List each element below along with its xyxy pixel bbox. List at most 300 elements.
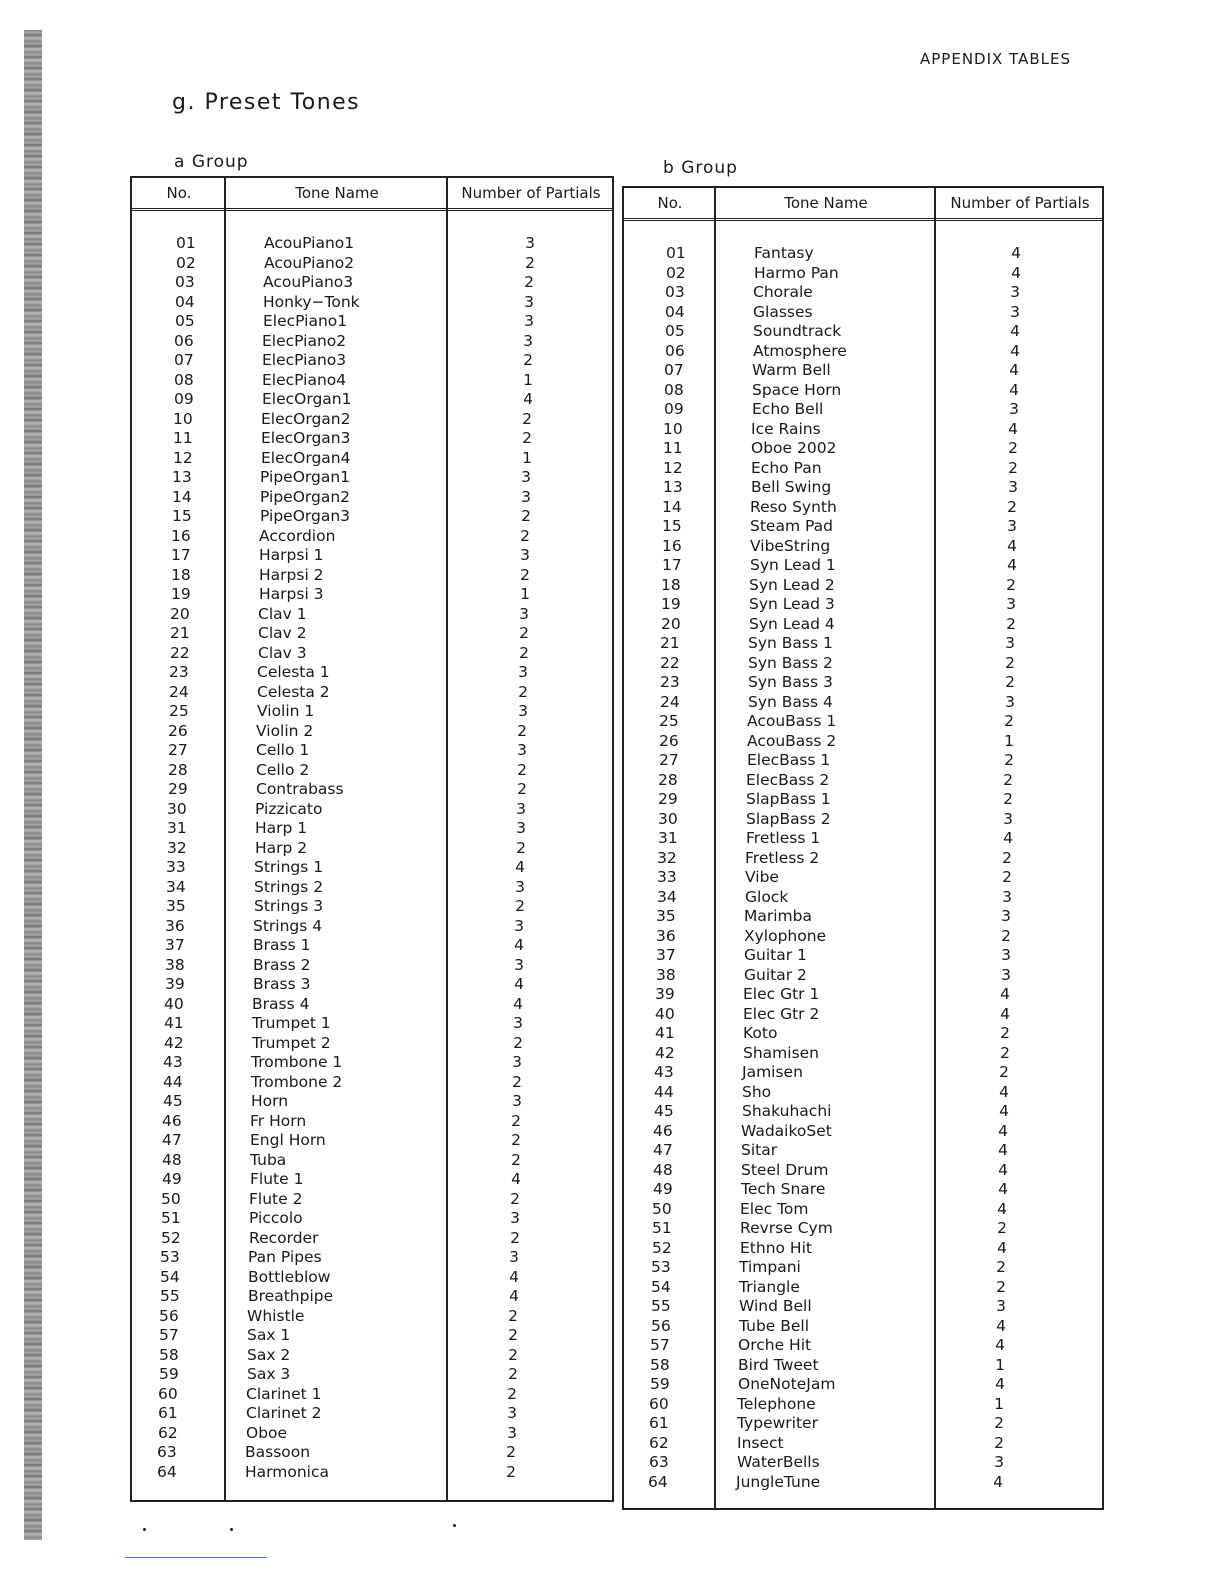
partials-count: 4 bbox=[1010, 322, 1020, 340]
tone-name: Wind Bell bbox=[739, 1297, 812, 1315]
partials-count: 3 bbox=[1010, 302, 1020, 321]
tone-number: 61 bbox=[158, 1404, 178, 1422]
partials-count: 3 bbox=[524, 312, 534, 330]
table-row bbox=[132, 546, 612, 566]
tone-name: Guitar 1 bbox=[744, 946, 807, 964]
tone-name: Clarinet 1 bbox=[246, 1384, 322, 1403]
tone-number: 45 bbox=[163, 1092, 183, 1110]
partials-count: 4 bbox=[511, 1170, 521, 1188]
tone-number: 04 bbox=[665, 302, 685, 321]
partials-count: 3 bbox=[514, 955, 524, 974]
tone-number: 39 bbox=[655, 985, 675, 1003]
tone-number: 13 bbox=[663, 478, 683, 496]
partials-count: 3 bbox=[512, 1092, 522, 1110]
table-row bbox=[132, 1209, 612, 1229]
table-row bbox=[624, 888, 1102, 908]
tone-number: 49 bbox=[653, 1180, 673, 1198]
tone-number: 46 bbox=[162, 1111, 182, 1130]
partials-count: 4 bbox=[515, 858, 525, 876]
tone-name: AcouPiano1 bbox=[264, 234, 355, 252]
table-row bbox=[132, 312, 612, 332]
table-row bbox=[624, 1122, 1102, 1142]
group-b-rows bbox=[624, 244, 1102, 1492]
tone-name: Pizzicato bbox=[255, 799, 323, 818]
partials-count: 4 bbox=[997, 1238, 1007, 1257]
table-row bbox=[132, 819, 612, 839]
table-row bbox=[624, 673, 1102, 693]
tone-name: AcouBass 1 bbox=[747, 712, 837, 730]
partials-count: 3 bbox=[1009, 400, 1019, 418]
partials-count: 2 bbox=[512, 1072, 522, 1091]
tone-number: 17 bbox=[662, 556, 682, 574]
partials-count: 1 bbox=[994, 1394, 1004, 1413]
table-row bbox=[624, 868, 1102, 888]
tone-number: 40 bbox=[164, 994, 184, 1013]
partials-count: 4 bbox=[523, 390, 533, 408]
partials-count: 4 bbox=[996, 1316, 1006, 1335]
table-row bbox=[132, 507, 612, 527]
tone-name: Xylophone bbox=[744, 926, 827, 945]
table-row bbox=[624, 907, 1102, 927]
tone-number: 38 bbox=[165, 955, 185, 974]
page-title: g. Preset Tones bbox=[172, 90, 361, 115]
tone-number: 52 bbox=[652, 1238, 672, 1257]
tone-number: 12 bbox=[173, 448, 193, 467]
partials-count: 4 bbox=[997, 1199, 1007, 1218]
table-row bbox=[624, 1083, 1102, 1103]
tone-number: 01 bbox=[666, 244, 686, 262]
tone-number: 62 bbox=[158, 1423, 178, 1442]
tone-number: 33 bbox=[657, 868, 677, 886]
table-row bbox=[624, 946, 1102, 966]
tone-number: 22 bbox=[660, 653, 680, 672]
table-row bbox=[624, 342, 1102, 362]
partials-count: 4 bbox=[509, 1267, 519, 1286]
tone-name: Syn Lead 1 bbox=[750, 556, 836, 574]
table-row bbox=[132, 1404, 612, 1424]
table-row bbox=[132, 975, 612, 995]
partials-count: 3 bbox=[516, 799, 526, 818]
tone-number: 24 bbox=[660, 692, 680, 711]
table-row bbox=[624, 693, 1102, 713]
tone-number: 63 bbox=[649, 1453, 669, 1471]
tone-name: VibeString bbox=[750, 536, 831, 555]
tone-number: 30 bbox=[167, 799, 187, 818]
table-row bbox=[132, 1073, 612, 1093]
partials-count: 2 bbox=[1004, 712, 1014, 730]
tone-number: 18 bbox=[171, 565, 191, 584]
table-row bbox=[624, 1141, 1102, 1161]
tone-name: Harpsi 3 bbox=[259, 585, 324, 603]
tone-number: 34 bbox=[657, 887, 677, 906]
partials-count: 2 bbox=[517, 760, 527, 779]
partials-count: 2 bbox=[516, 838, 526, 857]
tone-number: 48 bbox=[653, 1160, 673, 1179]
partials-count: 2 bbox=[525, 253, 535, 272]
tone-number: 25 bbox=[169, 702, 189, 720]
tone-name: Fantasy bbox=[754, 244, 814, 262]
table-row bbox=[624, 595, 1102, 615]
running-title: APPENDIX TABLES bbox=[920, 50, 1071, 68]
table-row bbox=[132, 449, 612, 469]
partials-count: 4 bbox=[998, 1121, 1008, 1140]
tone-name: ElecPiano4 bbox=[262, 370, 347, 389]
tone-number: 52 bbox=[161, 1228, 181, 1247]
tone-number: 01 bbox=[176, 234, 196, 252]
partials-count: 2 bbox=[508, 1365, 518, 1383]
partials-count: 3 bbox=[507, 1404, 517, 1422]
tone-number: 15 bbox=[172, 507, 192, 525]
partials-count: 2 bbox=[506, 1443, 516, 1461]
partials-count: 4 bbox=[998, 1141, 1008, 1159]
table-row bbox=[132, 1092, 612, 1112]
tone-name: JungleTune bbox=[736, 1472, 821, 1491]
tone-number: 23 bbox=[169, 663, 189, 681]
tone-name: Trombone 1 bbox=[251, 1053, 343, 1071]
partials-count: 3 bbox=[516, 819, 526, 837]
partials-count: 3 bbox=[520, 546, 530, 564]
table-row bbox=[624, 1414, 1102, 1434]
tone-number: 03 bbox=[175, 273, 195, 291]
table-row bbox=[624, 1395, 1102, 1415]
tone-name: Syn Bass 3 bbox=[748, 673, 833, 691]
table-row bbox=[132, 234, 612, 254]
table-row bbox=[132, 351, 612, 371]
tone-number: 16 bbox=[171, 526, 191, 545]
table-row bbox=[624, 1219, 1102, 1239]
partials-count: 3 bbox=[996, 1297, 1006, 1315]
tone-name: Bell Swing bbox=[751, 478, 832, 496]
partials-count: 2 bbox=[517, 721, 527, 740]
tone-name: Sax 3 bbox=[247, 1365, 291, 1383]
tone-name: Flute 2 bbox=[249, 1189, 303, 1208]
col-header-no: No. bbox=[657, 194, 683, 212]
tone-number: 16 bbox=[662, 536, 682, 555]
tone-name: Breathpipe bbox=[248, 1287, 334, 1305]
tone-name: Vibe bbox=[745, 868, 779, 886]
partials-count: 4 bbox=[995, 1336, 1005, 1354]
tone-number: 14 bbox=[172, 487, 192, 506]
tone-number: 41 bbox=[164, 1014, 184, 1032]
tone-name: Shakuhachi bbox=[742, 1102, 832, 1120]
tone-number: 41 bbox=[655, 1024, 675, 1042]
tone-number: 40 bbox=[655, 1004, 675, 1023]
partials-count: 3 bbox=[1008, 478, 1018, 496]
tone-name: Strings 3 bbox=[254, 897, 324, 915]
table-row bbox=[624, 556, 1102, 576]
partials-count: 2 bbox=[1000, 1043, 1010, 1062]
partials-count: 2 bbox=[1003, 770, 1013, 789]
table-row bbox=[132, 371, 612, 391]
tone-number: 26 bbox=[168, 721, 188, 740]
partials-count: 2 bbox=[522, 409, 532, 428]
table-row bbox=[624, 829, 1102, 849]
tone-name: Whistle bbox=[247, 1306, 305, 1325]
tone-number: 64 bbox=[648, 1472, 668, 1491]
table-row bbox=[132, 936, 612, 956]
tone-number: 08 bbox=[664, 380, 684, 399]
tone-number: 42 bbox=[164, 1033, 184, 1052]
tone-name: Tuba bbox=[250, 1150, 287, 1169]
table-row bbox=[132, 800, 612, 820]
tone-number: 32 bbox=[657, 848, 677, 867]
partials-count: 2 bbox=[517, 780, 527, 798]
table-row bbox=[132, 878, 612, 898]
partials-count: 4 bbox=[995, 1375, 1005, 1393]
tone-name: Elec Tom bbox=[740, 1199, 809, 1218]
tone-name: Koto bbox=[743, 1024, 778, 1042]
partials-count: 4 bbox=[1011, 244, 1021, 262]
tone-name: Flute 1 bbox=[250, 1170, 304, 1188]
tone-number: 55 bbox=[160, 1287, 180, 1305]
table-row bbox=[624, 1180, 1102, 1200]
tone-number: 12 bbox=[663, 458, 683, 477]
tone-number: 21 bbox=[170, 624, 190, 642]
table-row bbox=[624, 751, 1102, 771]
tone-number: 37 bbox=[656, 946, 676, 964]
tone-name: Clarinet 2 bbox=[246, 1404, 322, 1422]
col-header-partials: Number of Partials bbox=[950, 194, 1090, 212]
partials-count: 2 bbox=[511, 1111, 521, 1130]
partials-count: 3 bbox=[518, 663, 528, 681]
partials-count: 2 bbox=[521, 507, 531, 525]
partials-count: 4 bbox=[1011, 263, 1021, 282]
tone-number: 23 bbox=[660, 673, 680, 691]
tone-name: Echo Bell bbox=[752, 400, 824, 418]
tone-number: 51 bbox=[652, 1219, 672, 1237]
tone-name: Clav 3 bbox=[258, 643, 307, 662]
table-row bbox=[624, 1044, 1102, 1064]
tone-number: 59 bbox=[650, 1375, 670, 1393]
group-b-label: b Group bbox=[663, 158, 738, 178]
partials-count: 2 bbox=[996, 1277, 1006, 1296]
group-a-rows bbox=[132, 234, 612, 1482]
tone-name: Cello 2 bbox=[256, 760, 310, 779]
tone-number: 51 bbox=[161, 1209, 181, 1227]
table-row bbox=[624, 420, 1102, 440]
partials-count: 3 bbox=[1001, 965, 1011, 984]
tone-number: 11 bbox=[173, 429, 193, 447]
tone-number: 47 bbox=[653, 1141, 673, 1159]
partials-count: 2 bbox=[510, 1228, 520, 1247]
tone-name: Guitar 2 bbox=[744, 965, 807, 984]
tone-name: Ice Rains bbox=[751, 419, 821, 438]
tone-number: 61 bbox=[649, 1414, 669, 1432]
partials-count: 4 bbox=[1010, 341, 1020, 360]
tone-name: Sho bbox=[742, 1082, 772, 1101]
table-row bbox=[624, 1278, 1102, 1298]
table-row bbox=[132, 624, 612, 644]
tone-name: Oboe bbox=[246, 1423, 288, 1442]
table-row bbox=[132, 332, 612, 352]
table-row bbox=[132, 1170, 612, 1190]
table-row bbox=[624, 322, 1102, 342]
table-row bbox=[624, 1317, 1102, 1337]
tone-number: 14 bbox=[662, 497, 682, 516]
tone-name: Brass 2 bbox=[253, 955, 311, 974]
table-row bbox=[624, 771, 1102, 791]
table-row bbox=[624, 849, 1102, 869]
partials-count: 1 bbox=[520, 585, 530, 603]
tone-number: 10 bbox=[663, 419, 683, 438]
partials-count: 3 bbox=[512, 1053, 522, 1071]
partials-count: 2 bbox=[507, 1384, 517, 1403]
tone-name: ElecOrgan2 bbox=[261, 409, 351, 428]
partials-count: 3 bbox=[509, 1248, 519, 1266]
table-row bbox=[624, 361, 1102, 381]
tone-number: 46 bbox=[653, 1121, 673, 1140]
tone-number: 02 bbox=[666, 263, 686, 282]
tone-name: Harpsi 1 bbox=[259, 546, 324, 564]
tone-number: 54 bbox=[651, 1277, 671, 1296]
tone-name: SlapBass 1 bbox=[746, 790, 831, 808]
tone-name: Pan Pipes bbox=[248, 1248, 322, 1266]
tone-name: Harp 1 bbox=[255, 819, 308, 837]
partials-count: 2 bbox=[1002, 868, 1012, 886]
tone-number: 04 bbox=[175, 292, 195, 311]
tone-name: Harp 2 bbox=[255, 838, 308, 857]
tone-number: 07 bbox=[174, 351, 194, 369]
tone-number: 25 bbox=[659, 712, 679, 730]
tone-name: Accordion bbox=[259, 526, 336, 545]
tone-name: ElecBass 1 bbox=[747, 751, 831, 769]
partials-count: 3 bbox=[1001, 907, 1011, 925]
partials-count: 2 bbox=[511, 1131, 521, 1149]
partials-count: 2 bbox=[997, 1219, 1007, 1237]
table-row bbox=[624, 381, 1102, 401]
partials-count: 3 bbox=[523, 331, 533, 350]
tone-name: Clav 1 bbox=[258, 604, 307, 623]
tone-number: 10 bbox=[173, 409, 193, 428]
tone-name: ElecOrgan4 bbox=[261, 448, 351, 467]
tone-number: 34 bbox=[166, 877, 186, 896]
partials-count: 2 bbox=[513, 1033, 523, 1052]
partials-count: 2 bbox=[1001, 926, 1011, 945]
partials-count: 3 bbox=[513, 1014, 523, 1032]
tone-number: 06 bbox=[174, 331, 194, 350]
table-row bbox=[624, 1375, 1102, 1395]
table-header bbox=[132, 178, 612, 211]
tone-name: Tube Bell bbox=[739, 1316, 810, 1335]
tone-number: 53 bbox=[160, 1248, 180, 1266]
partials-count: 3 bbox=[514, 916, 524, 935]
tone-name: Clav 2 bbox=[258, 624, 307, 642]
tone-name: Triangle bbox=[739, 1277, 800, 1296]
table-row bbox=[132, 585, 612, 605]
tone-name: PipeOrgan1 bbox=[260, 468, 351, 486]
tone-number: 30 bbox=[658, 809, 678, 828]
tone-name: Cello 1 bbox=[256, 741, 310, 759]
tone-number: 53 bbox=[651, 1258, 671, 1276]
tone-number: 62 bbox=[649, 1433, 669, 1452]
tone-number: 57 bbox=[159, 1326, 179, 1344]
table-row bbox=[132, 1307, 612, 1327]
tone-name: Jamisen bbox=[742, 1063, 803, 1081]
tone-name: Strings 2 bbox=[254, 877, 324, 896]
partials-count: 2 bbox=[1002, 848, 1012, 867]
tone-name: Trumpet 2 bbox=[252, 1033, 331, 1052]
table-row bbox=[624, 459, 1102, 479]
tone-number: 57 bbox=[650, 1336, 670, 1354]
table-row bbox=[624, 654, 1102, 674]
tone-name: Brass 3 bbox=[253, 975, 311, 993]
tone-name: Bottleblow bbox=[248, 1267, 331, 1286]
table-row bbox=[624, 498, 1102, 518]
table-row bbox=[132, 1229, 612, 1249]
partials-count: 2 bbox=[508, 1345, 518, 1364]
tone-name: Fr Horn bbox=[250, 1111, 307, 1130]
partials-count: 2 bbox=[994, 1414, 1004, 1432]
table-row bbox=[132, 1190, 612, 1210]
table-row bbox=[132, 683, 612, 703]
tone-number: 17 bbox=[171, 546, 191, 564]
tone-number: 33 bbox=[166, 858, 186, 876]
table-row bbox=[132, 273, 612, 293]
tone-number: 03 bbox=[665, 283, 685, 301]
partials-count: 4 bbox=[514, 975, 524, 993]
table-row bbox=[624, 537, 1102, 557]
tone-number: 15 bbox=[662, 517, 682, 535]
tone-name: Ethno Hit bbox=[740, 1238, 812, 1257]
table-row bbox=[624, 283, 1102, 303]
partials-count: 3 bbox=[518, 702, 528, 720]
tone-name: Elec Gtr 1 bbox=[743, 985, 820, 1003]
tone-name: Violin 2 bbox=[256, 721, 314, 740]
underline-mark bbox=[125, 1557, 267, 1558]
tone-number: 27 bbox=[659, 751, 679, 769]
partials-count: 2 bbox=[520, 526, 530, 545]
tone-name: Echo Pan bbox=[751, 458, 822, 477]
tone-number: 09 bbox=[664, 400, 684, 418]
tone-name: Glasses bbox=[753, 302, 813, 321]
table-row bbox=[132, 1424, 612, 1444]
partials-count: 1 bbox=[995, 1355, 1005, 1374]
partials-count: 2 bbox=[994, 1433, 1004, 1452]
partials-count: 3 bbox=[1006, 595, 1016, 613]
table-row bbox=[132, 293, 612, 313]
tone-name: Insect bbox=[737, 1433, 784, 1452]
table-row bbox=[132, 644, 612, 664]
tone-name: Fretless 2 bbox=[745, 848, 820, 867]
table-row bbox=[624, 1161, 1102, 1181]
tone-name: Brass 1 bbox=[253, 936, 311, 954]
partials-count: 2 bbox=[1005, 673, 1015, 691]
table-row bbox=[132, 1365, 612, 1385]
partials-count: 3 bbox=[521, 468, 531, 486]
tone-number: 36 bbox=[656, 926, 676, 945]
partials-count: 2 bbox=[511, 1150, 521, 1169]
table-row bbox=[132, 527, 612, 547]
tone-number: 31 bbox=[167, 819, 187, 837]
table-row bbox=[624, 303, 1102, 323]
partials-count: 3 bbox=[521, 487, 531, 506]
partials-count: 3 bbox=[515, 877, 525, 896]
table-row bbox=[624, 1024, 1102, 1044]
tone-name: Recorder bbox=[249, 1228, 319, 1247]
tone-number: 63 bbox=[157, 1443, 177, 1461]
table-row bbox=[132, 254, 612, 274]
tone-name: Strings 4 bbox=[253, 916, 323, 935]
tone-name: Harmo Pan bbox=[754, 263, 839, 282]
table-row bbox=[624, 1258, 1102, 1278]
table-row bbox=[132, 1151, 612, 1171]
tone-number: 18 bbox=[661, 575, 681, 594]
partials-count: 4 bbox=[1007, 536, 1017, 555]
scan-edge-shadow bbox=[24, 30, 42, 1540]
tone-number: 27 bbox=[168, 741, 188, 759]
table-row bbox=[624, 985, 1102, 1005]
partials-count: 3 bbox=[1005, 692, 1015, 711]
